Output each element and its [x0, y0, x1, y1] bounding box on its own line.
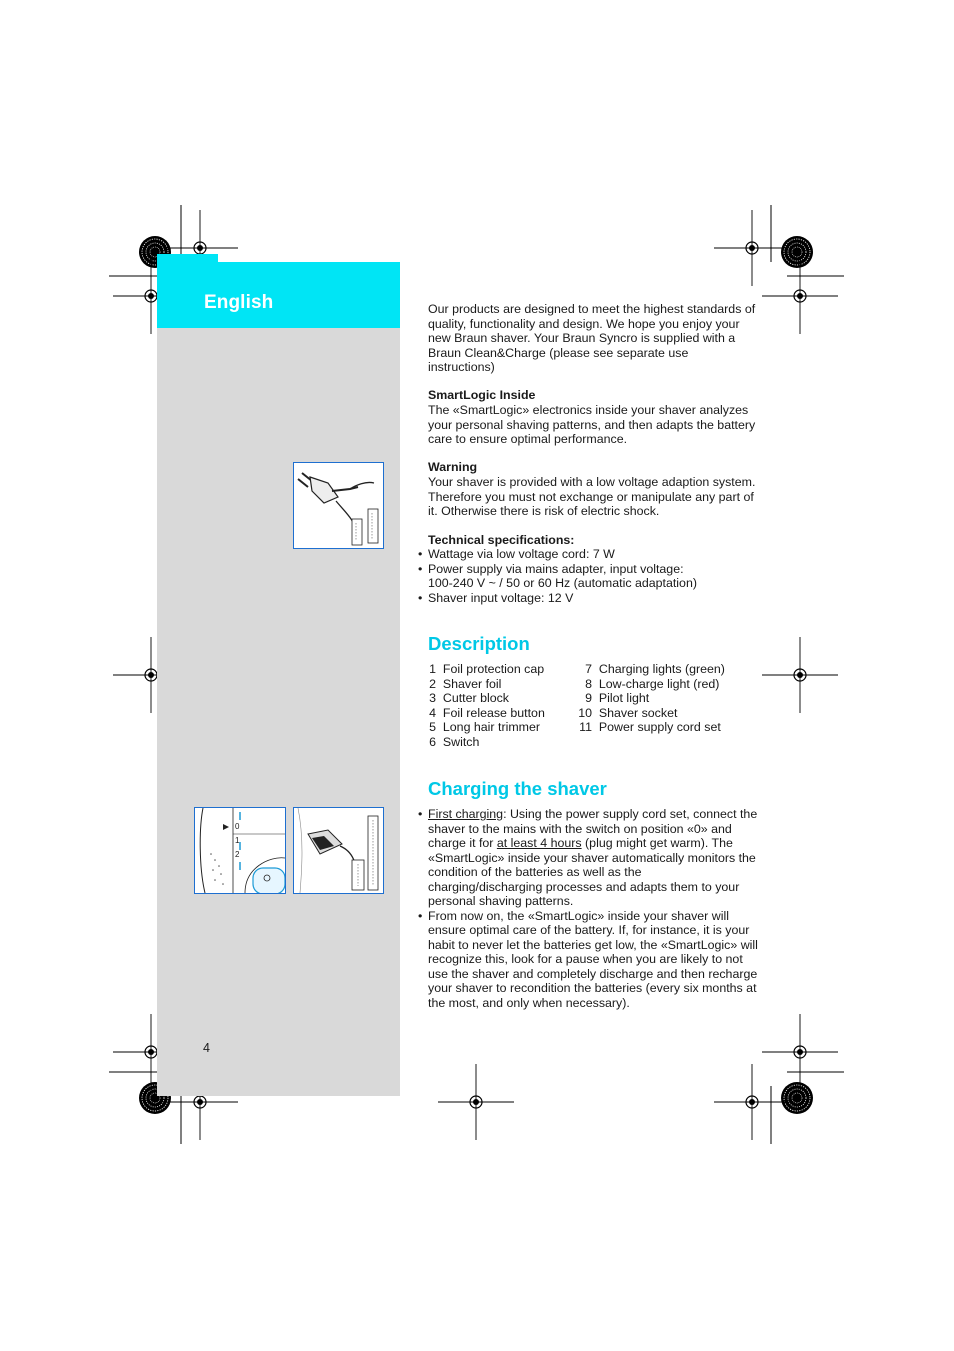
list-item: • From now on, the «SmartLogic» inside your shaver will ensure optimal care of the battery. If, for instance, it is your habit to never let the batteries get low, the «SmartLogic» will recognize this, look for a pause when you are likely to not use the shaver and completely discharge and then recharge your shaver to recondition the batteries (every six months at the most, and only when necessary). [418, 908, 758, 1010]
list-item: • Wattage via low voltage cord: 7 W [418, 547, 615, 561]
intro-paragraph: Our products are designed to meet the highest standards of quality, functionality and design. We hope you enjoy your new Braun shaver. Your Braun Syncro is supplied with a Braun Clean&Charge (please see separate use instructions) [428, 302, 756, 374]
list-item: • First charging: Using the power supply cord set, connect the shaver to the mains with the switch on position «0» and charge it for at least 4 hours (plug might get warm). The «SmartLogic» inside your shaver automatically monitors the condition of the batteries as well as the charging/discharging processes and adapts them to your personal shaving patterns. [418, 807, 758, 908]
switch-icon [195, 808, 285, 893]
charging-list [418, 807, 758, 1010]
plug-illustration [293, 462, 384, 549]
list-item: 11 Power supply cord set [579, 720, 721, 734]
switch-label-2: 2 [235, 850, 240, 859]
language-title: English [204, 292, 274, 313]
list-item: 3 Cutter block [429, 691, 510, 705]
list-item: • Power supply via mains adapter, input voltage: [418, 561, 684, 576]
list-item: 5 Long hair trimmer [429, 720, 540, 734]
charge-duration: at least 4 hours [496, 836, 582, 850]
switch-label-1: 1 [235, 836, 240, 845]
list-item: 4 Foil release button [429, 706, 545, 720]
specs-list [418, 547, 758, 605]
switch-label-0: 0 [235, 822, 240, 831]
list-item: 1 Foil protection cap [429, 662, 545, 676]
language-header [157, 262, 400, 328]
warning-text: Your shaver is provided with a low voltage adaption system. Therefore you must not exchange or manipulate any part of it. Otherwise there is risk of electric shock. [428, 475, 756, 518]
page-number: 4 [203, 1041, 210, 1055]
list-item: 100-240 V ~ / 50 or 60 Hz (automatic adaptation) [428, 576, 697, 590]
charging-title: Charging the shaver [428, 778, 607, 799]
charging-cord-icon [294, 808, 383, 893]
list-item: 7 Charging lights (green) [585, 662, 725, 676]
charging-illustration [293, 807, 384, 894]
first-charging-label: First charging [428, 807, 504, 821]
list-item: 10 Shaver socket [578, 706, 678, 720]
warning-heading: Warning [428, 460, 478, 474]
description-title: Description [428, 633, 530, 654]
switch-illustration [194, 807, 286, 894]
list-item: 6 Switch [429, 735, 480, 749]
list-item: 2 Shaver foil [429, 677, 502, 691]
smartlogic-heading: SmartLogic Inside [428, 388, 536, 402]
plug-icon [294, 463, 383, 548]
list-item: 9 Pilot light [585, 691, 650, 705]
smartlogic-text: The «SmartLogic» electronics inside your shaver analyzes your personal shaving patterns, and then adapts the battery care to ensure optimal performance. [428, 403, 756, 446]
list-item: 8 Low-charge light (red) [585, 677, 720, 691]
specs-heading: Technical specifications: [428, 533, 575, 547]
sidebar-panel [157, 262, 400, 1096]
list-item: • Shaver input voltage: 12 V [418, 590, 574, 605]
